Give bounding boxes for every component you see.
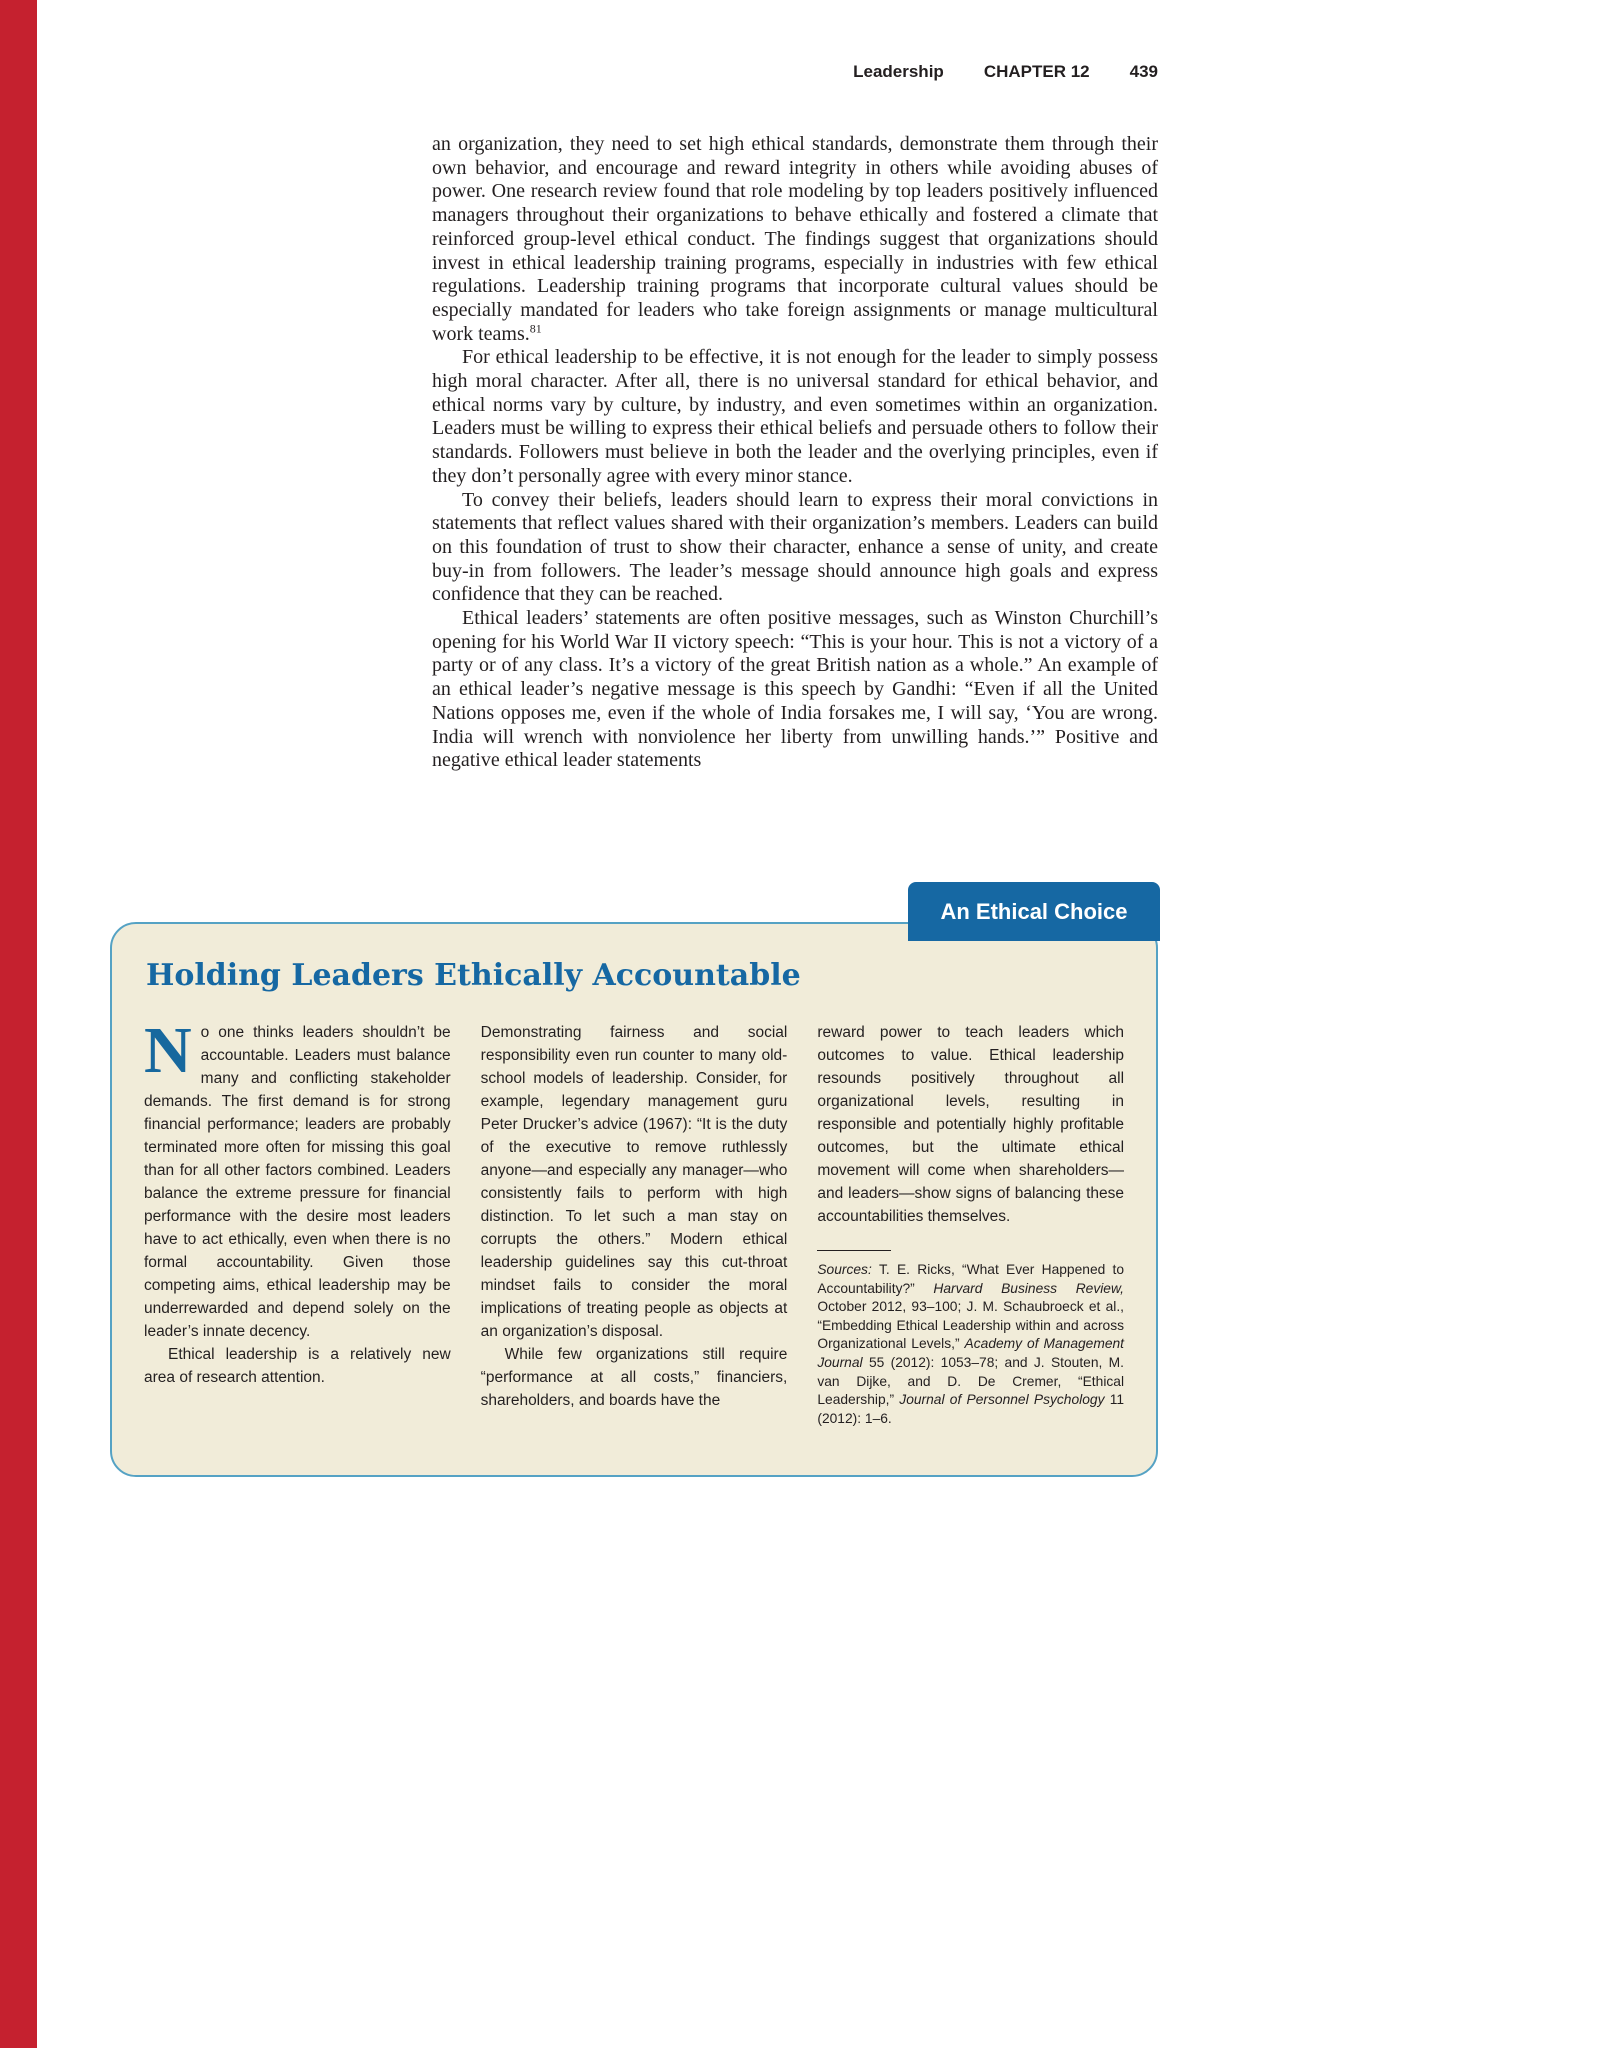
body-text-column <box>432 133 1158 773</box>
feature-paragraph: Demonstrating fairness and social responsibility even run counter to many old-school models of leadership. Consider, for example, legendary management guru Peter Drucker’s advice (1967): “It is the duty of the executive to remove ruthlessly anyone—and especially any manager—who consistently fails to perform with high distinction. To let such a man stay on corrupts the others.” Modern ethical leadership guidelines say this cut-throat mindset fails to consider the moral implications of treating people as objects at an organization’s disposal. <box>480 1024 788 1340</box>
drop-cap: N <box>144 1014 192 1087</box>
feature-paragraph: Ethical leadership is a relatively new area of research attention. <box>144 1346 451 1386</box>
running-head-chapter: CHAPTER 12 <box>983 62 1090 81</box>
feature-column-1 <box>144 1014 451 1428</box>
body-paragraph: To convey their beliefs, leaders should learn to express their moral convictions in statements that reflect values shared with their organization’s members. Leaders can build on this foundation of trust to show their character, enhance a sense of unity, and create buy-in from followers. The leader’s message should announce high goals and express confidence that they can be reached. <box>432 488 1158 606</box>
paragraph-text: o one thinks leaders shouldn’t be accountable. Leaders must balance many and conflicting stakeholder demands. The first demand is for strong financial performance; leaders are probably terminated more often for missing this goal than for all other factors combined. Leaders balance the extreme pressure for financial performance with the desire most leaders have to act ethically, even when there is no formal accountability. Given those competing aims, ethical leadership may be underrewarded and depend solely on the leader’s innate decency. <box>144 1024 451 1340</box>
footnote-ref: 81 <box>529 320 542 335</box>
feature-tab-label: An Ethical Choice <box>908 882 1160 941</box>
body-paragraph: For ethical leadership to be effective, it is not enough for the leader to simply possess high moral character. After all, there is no universal standard for ethical behavior, and ethical norms vary by culture, by industry, and even sometimes within an organization. Leaders must be willing to express their ethical beliefs and persuade others to follow their standards. Followers must believe in both the leader and the overlying principles, even if they don’t personally agree with every minor stance. <box>432 346 1158 487</box>
feature-title: Holding Leaders Ethically Accountable <box>146 958 801 993</box>
sources-note: Sources: T. E. Ricks, “What Ever Happened to Accountability?” Harvard Business Review, October 2012, 93–100; J. M. Schaubroeck et al., “Embedding Ethical Leadership within and across Organizational Levels,” Academy of Management Journal 55 (2012): 1053–78; and J. Stouten, M. van Dijke, and D. De Cremer, “Ethical Leadership,” Journal of Personnel Psychology 11 (2012): 1–6. <box>817 1262 1125 1426</box>
running-head-page-number: 439 <box>1129 62 1158 81</box>
page-edge-bar <box>0 0 37 2048</box>
feature-column-2 <box>481 1021 788 1428</box>
paragraph-text: an organization, they need to set high ethical standards, demonstrate them through their own behavior, and encourage and reward integrity in others while avoiding abuses of power. One research review found that role modeling by top leaders positively influenced managers throughout their organizations to behave ethically and fostered a climate that reinforced group-level ethical conduct. The findings suggest that organizations should invest in ethical leadership training programs, especially in industries with few ethical regulations. Leadership training programs that incorporate cultural values should be especially mandated for leaders who take foreign assignments or manage multicultural work teams. <box>432 133 1158 345</box>
feature-paragraph: reward power to teach leaders which outcomes to value. Ethical leadership resounds positively throughout all organizational levels, resulting in responsible and potentially highly profitable outcomes, but the ultimate ethical movement will come when shareholders—and leaders—show signs of balancing these accountabilities themselves. <box>817 1024 1125 1225</box>
feature-box <box>110 922 1158 1477</box>
feature-paragraph <box>144 1014 451 1343</box>
sources-divider <box>817 1250 891 1251</box>
running-head <box>432 62 1158 82</box>
feature-columns <box>144 1014 1125 1428</box>
feature-column-3 <box>817 1021 1124 1428</box>
body-paragraph: Ethical leaders’ statements are often positive messages, such as Winston Churchill’s opening for his World War II victory speech: “This is your hour. This is not a victory of a party or of any class. It’s a victory of the great British nation as a whole.” An example of an ethical leader’s negative message is this speech by Gandhi: “Even if all the United Nations opposes me, even if the whole of India forsakes me, I will say, ‘You are wrong. India will wrench with nonviolence her liberty from unwilling hands.’” Positive and negative ethical leader statements <box>432 607 1158 772</box>
ethical-choice-feature <box>110 898 1158 1477</box>
feature-paragraph: While few organizations still require “performance at all costs,” financiers, shareholders, and boards have the <box>480 1346 788 1409</box>
running-head-section: Leadership <box>853 62 944 81</box>
body-paragraph <box>432 133 1158 346</box>
